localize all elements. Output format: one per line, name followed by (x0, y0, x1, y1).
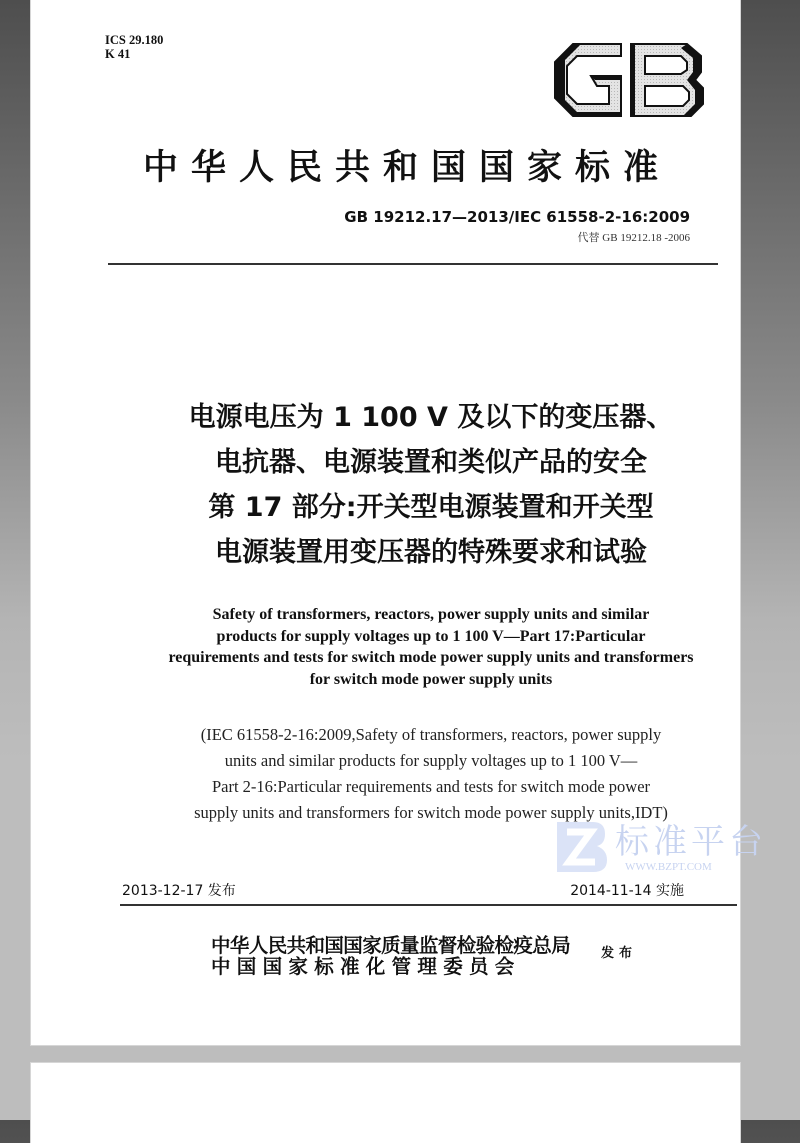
issue-label: 发布 (601, 946, 638, 961)
issue-date: 2013-12-17 发布 (122, 883, 236, 899)
national-standard-title: 中华人民共和国国家标准 (142, 147, 671, 188)
iec-title-line: Part 2-16:Particular requirements and tests for switch mode power (211, 777, 651, 796)
replaces-standard: 代替 GB 19212.18 -2006 (577, 232, 690, 244)
english-title-line: Safety of transformers, reactors, power supply units and similar (212, 606, 650, 623)
english-title-line: products for supply voltages up to 1 100 V—Part 17:Particular (216, 627, 646, 645)
chinese-title-line: 第 17 部分:开关型电源装置和开关型 (208, 492, 654, 523)
iec-title-line: units and similar products for supply voltages up to 1 100 V— (224, 751, 638, 770)
bzpt-logo-icon (553, 818, 609, 876)
watermark-text: 标准平台 (615, 822, 767, 862)
document-page-2 (31, 1063, 740, 1143)
english-title-line: requirements and tests for switch mode power supply units and transformers (168, 649, 694, 666)
footer-divider (120, 904, 737, 906)
iec-title-line: (IEC 61558-2-16:2009,Safety of transformers, reactors, power supply (200, 725, 662, 744)
chinese-title-line: 电源电压为 1 100 V 及以下的变压器、 (188, 402, 674, 433)
english-title-line: for switch mode power supply units (309, 670, 553, 688)
ccs-code: K 41 (105, 47, 131, 61)
watermark-url: WWW.BZPT.COM (625, 861, 712, 873)
iec-reference-title (91, 722, 771, 826)
ics-code: ICS 29.180 (105, 33, 164, 47)
issuer-aqsiq: 中华人民共和国国家质量监督检验检疫总局 (211, 934, 571, 957)
chinese-title (91, 395, 771, 575)
document-page-1 (31, 0, 767, 1045)
implementation-date: 2014-11-14 实施 (570, 883, 684, 899)
standard-number: GB 19212.17—2013/IEC 61558-2-16:2009 (344, 208, 690, 226)
classification-codes (105, 33, 163, 61)
gb-logo-icon (551, 40, 709, 120)
header-divider (108, 263, 718, 265)
english-title (91, 604, 771, 690)
issuer-sac: 中国国家标准化管理委员会 (211, 955, 521, 978)
bzpt-watermark (553, 818, 783, 880)
iec-title-line: supply units and transformers for switch mode power supply units,IDT) (194, 803, 668, 822)
chinese-title-line: 电抗器、电源装置和类似产品的安全 (215, 447, 647, 478)
chinese-title-line: 电源装置用变压器的特殊要求和试验 (215, 537, 647, 568)
